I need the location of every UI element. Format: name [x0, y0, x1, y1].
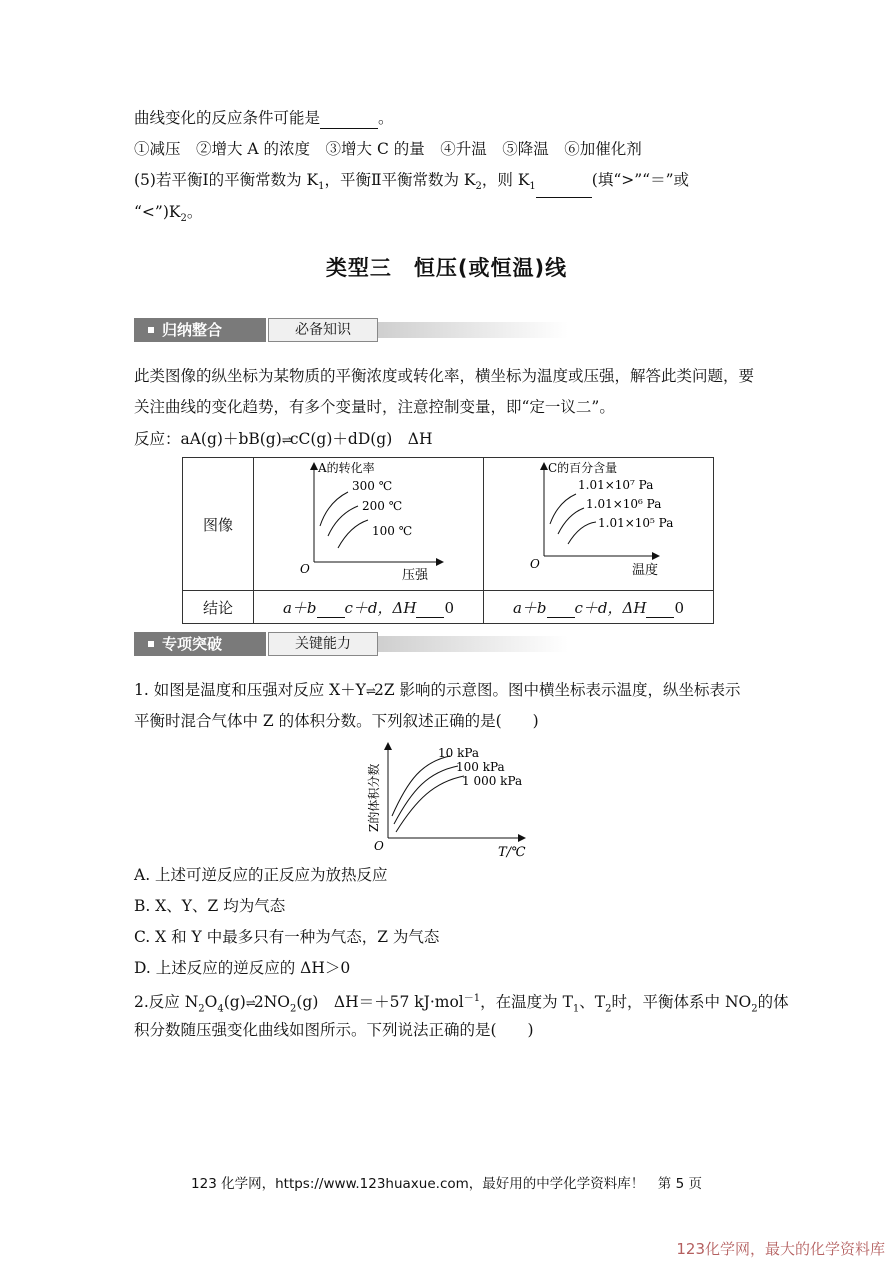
intro-line-2: 关注曲线的变化趋势，有多个变量时，注意控制变量，即“定一议二”。: [134, 398, 615, 416]
option-a[interactable]: A. 上述可逆反应的正反应为放热反应: [134, 866, 388, 884]
answer-blank[interactable]: [536, 181, 592, 198]
chart-conversion-svg: [254, 458, 483, 586]
row-label-conclusion: 结论: [183, 591, 254, 624]
curve-label: 1.01×10⁶ Pa: [586, 497, 662, 511]
q4-tail: 曲线变化的反应条件可能是 。: [134, 109, 394, 127]
origin-label: O: [530, 557, 540, 571]
banner-summary: 归纳整合 必备知识: [134, 318, 434, 342]
curve-label: 10 kPa: [438, 746, 480, 760]
curve-label: 300 ℃: [352, 479, 393, 493]
curve-label: 1.01×10⁵ Pa: [598, 516, 674, 530]
problem-1-line-1: 1. 如图是温度和压强对反应 X＋Y⇌2Z 影响的示意图。图中横坐标表示温度，纵坐标表示: [134, 681, 741, 699]
watermark: 123化学网，最大的化学资料库: [676, 1240, 885, 1258]
curve-label: 100 kPa: [456, 760, 505, 774]
curve-1e7: [550, 494, 576, 524]
conclusion-table: [182, 457, 714, 624]
conclusion-1: a＋b c＋d，ΔH 0: [254, 591, 484, 624]
problem-2-line-1: 2.反应 $N_2O_4(g)\rightleftharpoons 2NO_2(g)$ ΔH＝＋57 kJ·mol$^{-1}$，在温度为 $T_1$、$T_2$时，平衡体系中 $NO_2$的体: [134, 993, 789, 1015]
x-axis-label: T/℃: [498, 845, 526, 860]
option-d[interactable]: D. 上述反应的逆反应的 ΔH＞0: [134, 959, 351, 977]
options-line: ①减压 ②增大 A 的浓度 ③增大 C 的量 ④升温 ⑤降温 ⑥加催化剂: [134, 140, 642, 158]
y-axis-label: Z的体积分数: [367, 763, 381, 832]
page-footer: 123 化学网，https://www.123huaxue.com，最好用的中学化学资料库！ 第 5 页: [191, 1176, 702, 1192]
y-axis-label: A的转化率: [318, 461, 375, 475]
y-axis-label: C的百分含量: [548, 461, 618, 475]
option-c[interactable]: C. X 和 Y 中最多只有一种为气态，Z 为气态: [134, 928, 440, 946]
chart-content-svg: [484, 458, 713, 586]
banner-practice: 专项突破 关键能力: [134, 632, 434, 656]
row-label-image: 图像: [183, 458, 254, 591]
x-axis-label: 温度: [632, 563, 659, 578]
chart-conversion-pressure: [254, 458, 484, 591]
problem-1-line-2: 平衡时混合气体中 Z 的体积分数。下列叙述正确的是( ): [134, 712, 539, 730]
curve-1e6: [558, 508, 584, 534]
origin-label: O: [374, 839, 384, 853]
x-axis-label: 压强: [402, 568, 429, 583]
curve-200: [328, 506, 358, 536]
chart-content-temperature: [484, 458, 714, 591]
q5-line-2: “$<”)K_2$。: [134, 203, 203, 225]
curve-1e5: [568, 522, 596, 544]
section-title: 类型三 恒压(或恒温)线: [325, 256, 568, 280]
option-b[interactable]: B. X、Y、Z 均为气态: [134, 897, 286, 915]
intro-line-1: 此类图像的纵坐标为某物质的平衡浓度或转化率，横坐标为温度或压强，解答此类问题，要: [134, 367, 755, 385]
curve-300: [320, 492, 348, 526]
curve-label: 1.01×10⁷ Pa: [578, 478, 654, 492]
curve-10kpa: [392, 756, 450, 816]
origin-label: O: [300, 562, 310, 576]
conclusion-2: a＋b c＋d，ΔH 0: [484, 591, 714, 624]
curve-label: 200 ℃: [362, 499, 403, 513]
curve-label: 1 000 kPa: [462, 774, 523, 788]
q5-line: (5)若平衡Ⅰ的平衡常数为 $K_1$，平衡Ⅱ平衡常数为 $K_2$，则 $K_1$ (填“>”“＝”或: [134, 169, 689, 198]
answer-blank[interactable]: [320, 112, 378, 129]
chart-z-volume-fraction: [356, 740, 536, 860]
curve-label: 100 ℃: [372, 524, 413, 538]
reaction-line: 反应：aA(g)＋bB(g)⇌cC(g)＋dD(g) ΔH: [134, 430, 433, 448]
problem-2-line-2: 积分数随压强变化曲线如图所示。下列说法正确的是( ): [134, 1021, 534, 1039]
curve-100: [338, 520, 368, 548]
